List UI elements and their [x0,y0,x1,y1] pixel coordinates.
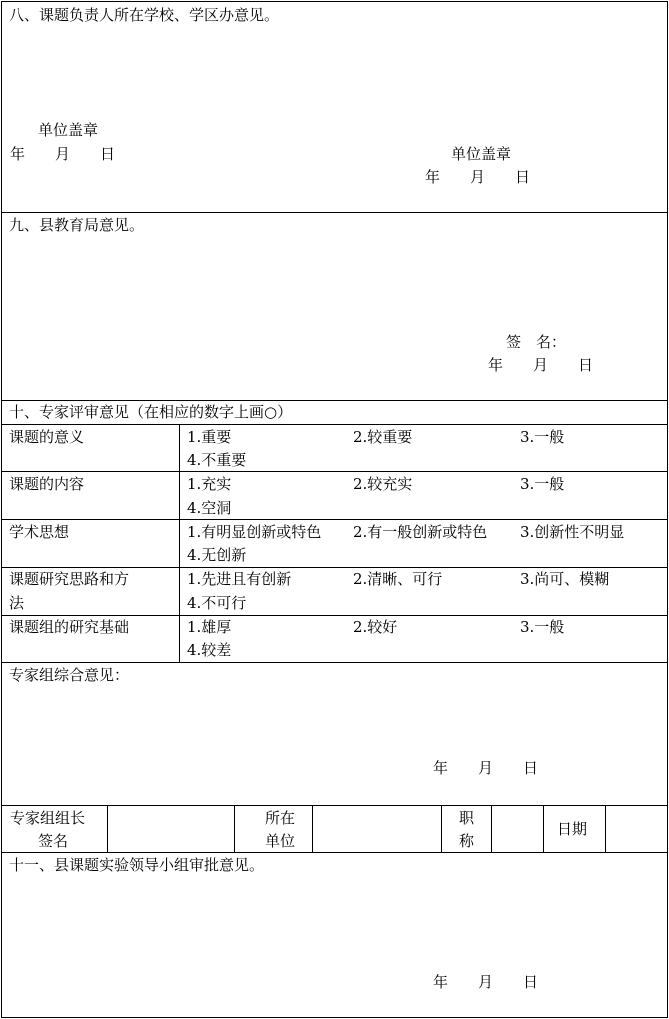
section11-date: 年 月 日 [433,973,539,991]
criteria-option: 4.无创新 [187,546,247,564]
section11-title: 十一、县课题实验领导小组审批意见。 [9,856,265,874]
date-label: 日期 [557,820,588,838]
col-divider-criteria [179,424,180,662]
section9-date: 年 月 日 [488,356,594,374]
criteria-option: 4.空洞 [187,499,232,517]
divider-summary [1,805,668,806]
section9-sign-label: 签 名： [506,333,567,351]
leader-signature-label: 专家组组长 [10,809,86,827]
criteria-option: 3.一般 [520,428,565,446]
divider-s10-header [1,424,668,425]
criteria-label-significance: 课题的意义 [9,428,85,446]
divider-row3 [1,567,668,568]
section8-date-right: 年 月 日 [425,168,531,186]
criteria-option: 2.较充实 [353,475,413,493]
section8-title: 八、课题负责人所在学校、学区办意见。 [9,6,280,24]
divider-sigrow [1,852,668,853]
criteria-label-approach-line2: 法 [9,594,25,612]
border-top [1,1,668,2]
criteria-option: 4.较差 [187,641,232,659]
criteria-label-academic: 学术思想 [9,523,70,541]
unit-label-line2: 单位 [265,832,296,850]
criteria-option: 2.有一般创新或特色 [353,523,488,541]
sigrow-divider-3 [312,805,313,852]
criteria-label-content: 课题的内容 [9,475,85,493]
expert-summary-date: 年 月 日 [433,759,539,777]
section10-title: 十、专家评审意见（在相应的数字上画○） [9,403,293,421]
section9-title: 九、县教育局意见。 [9,216,145,234]
criteria-option: 4.不可行 [187,594,247,612]
divider-s9-s10 [1,400,668,401]
divider-row4 [1,615,668,616]
criteria-option: 3.尚可、模糊 [520,570,610,588]
unit-label: 所在 [265,809,296,827]
sigrow-divider-2 [234,805,235,852]
criteria-option: 1.重要 [187,428,232,446]
criteria-option: 3.一般 [520,618,565,636]
leader-signature-label-line2: 签名 [38,832,69,850]
criteria-option: 1.先进且有创新 [187,570,292,588]
section8-stamp-right: 单位盖章 [451,145,512,163]
sigrow-divider-6 [543,805,544,852]
border-bottom [1,1017,668,1018]
section8-date-left: 年 月 日 [10,145,116,163]
border-right [667,1,668,1018]
sigrow-divider-1 [107,805,108,852]
criteria-option: 1.有明显创新或特色 [187,523,322,541]
criteria-option: 1.雄厚 [187,618,232,636]
divider-row2 [1,519,668,520]
criteria-option: 3.一般 [520,475,565,493]
criteria-option: 3.创新性不明显 [520,523,625,541]
divider-row1 [1,471,668,472]
section8-stamp-left: 单位盖章 [38,121,99,139]
criteria-option: 4.不重要 [187,451,247,469]
sigrow-divider-5 [491,805,492,852]
divider-s8-s9 [1,212,668,213]
criteria-option: 1.充实 [187,475,232,493]
sigrow-divider-4 [441,805,442,852]
divider-row5 [1,662,668,663]
criteria-label-foundation: 课题组的研究基础 [9,618,130,636]
sigrow-divider-7 [605,805,606,852]
criteria-option: 2.较重要 [353,428,413,446]
border-left [1,1,2,1018]
criteria-label-approach: 课题研究思路和方 [9,570,130,588]
criteria-option: 2.清晰、可行 [353,570,443,588]
job-title-label-line2: 称 [459,832,475,850]
expert-summary-label: 专家组综合意见： [9,666,130,684]
job-title-label: 职 [459,809,475,827]
criteria-option: 2.较好 [353,618,398,636]
